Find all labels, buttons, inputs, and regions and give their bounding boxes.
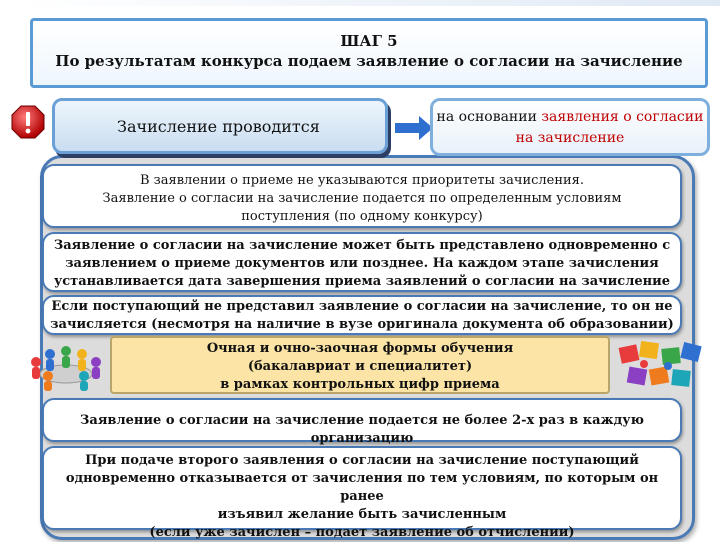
info-line: Заявление о согласии на зачисление подается не более 2-х раз в каждую организацию: [80, 413, 644, 446]
arrow-right-icon: [395, 116, 433, 140]
info-line: устанавливается дата завершения приема заявлений о согласии на зачисление: [53, 274, 671, 289]
enrollment-label: Зачисление проводится: [117, 116, 320, 136]
people-circle-image: [24, 340, 108, 392]
info-line: Если поступающий не представил заявление о согласии на зачисление, то он не: [51, 299, 673, 314]
study-forms-line: (бакалавриат и специалитет): [247, 359, 473, 374]
info-line: Заявление о согласии на зачисление подается по определенным условиям: [102, 191, 622, 206]
slide-title: По результатам конкурса подаем заявление о согласии на зачисление: [55, 52, 683, 70]
info-line: В заявлении о приеме не указываются приоритеты зачисления.: [139, 173, 585, 188]
info-block-limit: [42, 398, 682, 446]
step-label: ШАГ 5: [340, 32, 398, 50]
info-line: одновременно отказывается от зачисления по тем условиям, по которым он ранее: [65, 471, 659, 504]
study-forms-box: [110, 336, 610, 394]
info-block-not-submitted: [42, 295, 682, 335]
info-line: заявлением о приеме документов или позднее. На каждом этапе зачисления: [65, 256, 659, 271]
info-line: изъявил желание быть зачисленным: [217, 507, 507, 522]
info-line: зачисляется (несмотря на наличие в вузе оригинала документа об образовании): [50, 317, 674, 332]
study-forms-line: в рамках контрольных цифр приема: [220, 377, 500, 392]
info-line: поступления (по одному конкурсу): [241, 209, 483, 224]
top-decor-bar: [20, 0, 720, 6]
basis-highlight: заявления о согласии на зачисление: [515, 109, 704, 146]
enrollment-box: [52, 98, 388, 154]
basis-box: [430, 98, 710, 156]
warning-icon: [10, 104, 46, 140]
info-block-second-application: [42, 446, 682, 540]
info-block-priorities: [42, 164, 682, 228]
basis-prefix: на основании: [436, 109, 537, 125]
info-line: При подаче второго заявления о согласии на зачисление поступающий: [85, 453, 639, 468]
info-line: Заявление о согласии на зачисление может быть представлено одновременно с: [53, 238, 671, 253]
info-block-submission-time: [42, 232, 682, 292]
slide-header: [30, 18, 708, 88]
info-line: (если уже зачислен – подает заявление об отчислении): [149, 525, 575, 540]
study-forms-line: Очная и очно-заочная формы обучения: [206, 341, 514, 356]
puzzle-image: [614, 338, 706, 394]
